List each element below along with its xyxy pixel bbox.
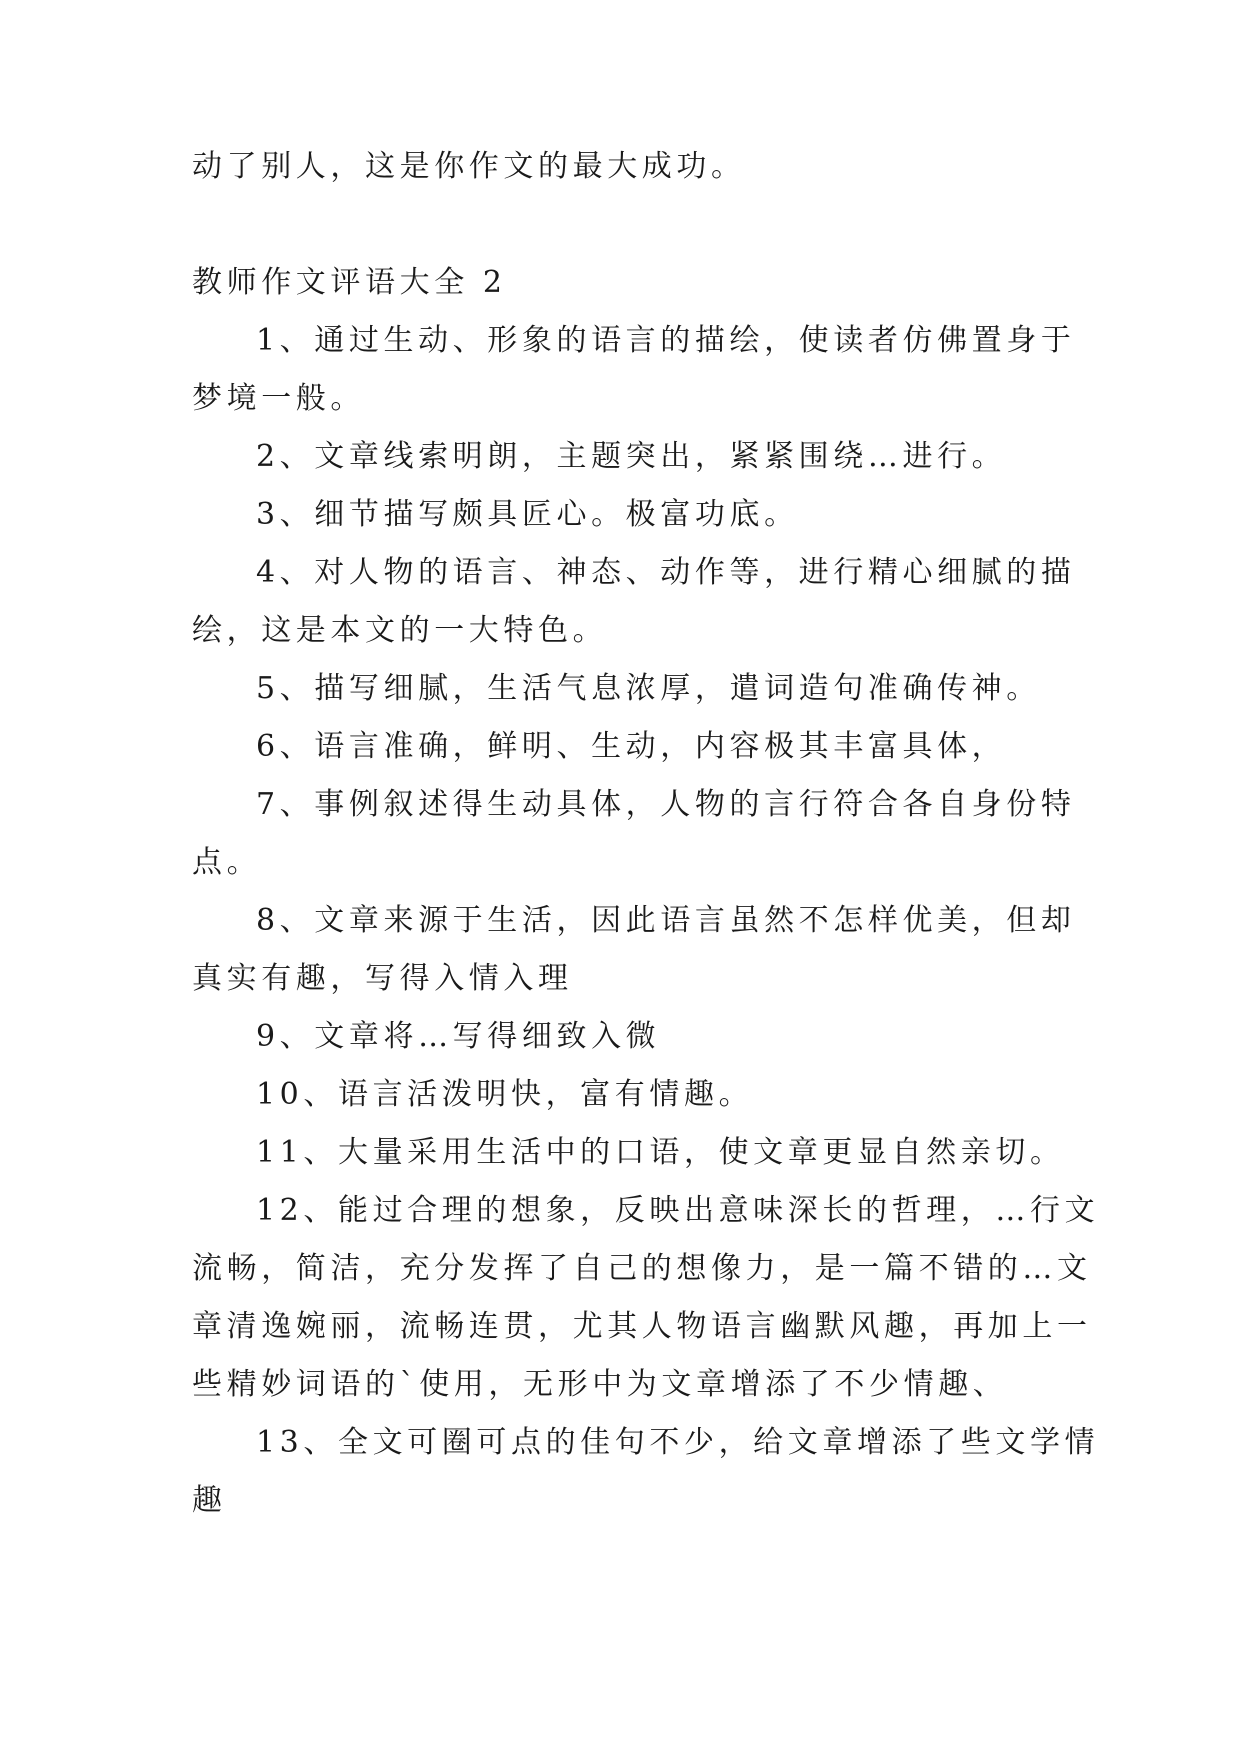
list-item-line: 10、语言活泼明快，富有情趣。: [256, 1077, 754, 1112]
list-item: [192, 1182, 1100, 1414]
list-item: [192, 312, 1076, 428]
list-item-line: 11、大量采用生活中的口语，使文章更显自然亲切。: [256, 1135, 1065, 1170]
list-item: [192, 892, 1076, 1008]
list-item-line: 1、通过生动、形象的语言的描绘，使读者仿佛置身于: [256, 323, 1076, 358]
list-item: [192, 486, 1052, 544]
list-item-line: 5、描写细腻，生活气息浓厚，遣词造句准确传神。: [256, 671, 1041, 706]
paragraph-gap: [192, 196, 1052, 254]
list-item: [192, 544, 1076, 660]
comment-list: [192, 312, 1100, 1530]
list-item-line: 梦境一般。: [192, 381, 365, 416]
continuation-line: 动了别人，这是你作文的最大成功。: [192, 149, 746, 184]
section-heading: 教师作文评语大全 2: [192, 265, 507, 300]
list-item-line: 点。: [192, 845, 262, 880]
list-item-line: 13、全文可圈可点的佳句不少，给文章增添了些文学情: [256, 1425, 1100, 1460]
list-item-line: 绘，这是本文的一大特色。: [192, 613, 608, 648]
list-item: [192, 1066, 1052, 1124]
list-item: [192, 718, 1052, 776]
list-item: [192, 428, 1052, 486]
list-item: [192, 1008, 1052, 1066]
list-item-line: 趣: [192, 1483, 227, 1518]
list-item-line: 流畅，简洁，充分发挥了自己的想像力，是一篇不错的…文: [192, 1251, 1092, 1286]
list-item-line: 章清逸婉丽，流畅连贯，尤其人物语言幽默风趣，再加上一: [192, 1309, 1092, 1344]
list-item-line: 真实有趣，写得入情入理: [192, 961, 573, 996]
list-item-line: 6、语言准确，鲜明、生动，内容极其丰富具体，: [256, 729, 1007, 764]
list-item-line: 8、文章来源于生活，因此语言虽然不怎样优美，但却: [256, 903, 1076, 938]
list-item-line: 些精妙词语的`使用，无形中为文章增添了不少情趣、: [192, 1367, 1008, 1402]
list-item: [192, 1124, 1065, 1182]
list-item-line: 12、能过合理的想象，反映出意味深长的哲理，…行文: [256, 1193, 1100, 1228]
list-item: [192, 1414, 1100, 1530]
document-page: [192, 0, 1100, 1530]
list-item-line: 7、事例叙述得生动具体，人物的言行符合各自身份特: [256, 787, 1076, 822]
list-item-line: 2、文章线索明朗，主题突出，紧紧围绕…进行。: [256, 439, 1007, 474]
list-item-line: 3、细节描写颇具匠心。极富功底。: [256, 497, 799, 532]
list-item-line: 4、对人物的语言、神态、动作等，进行精心细腻的描: [256, 555, 1076, 590]
list-item: [192, 776, 1076, 892]
top-margin: [192, 0, 1052, 138]
list-item-line: 9、文章将…写得细致入微: [256, 1019, 661, 1054]
list-item: [192, 660, 1052, 718]
